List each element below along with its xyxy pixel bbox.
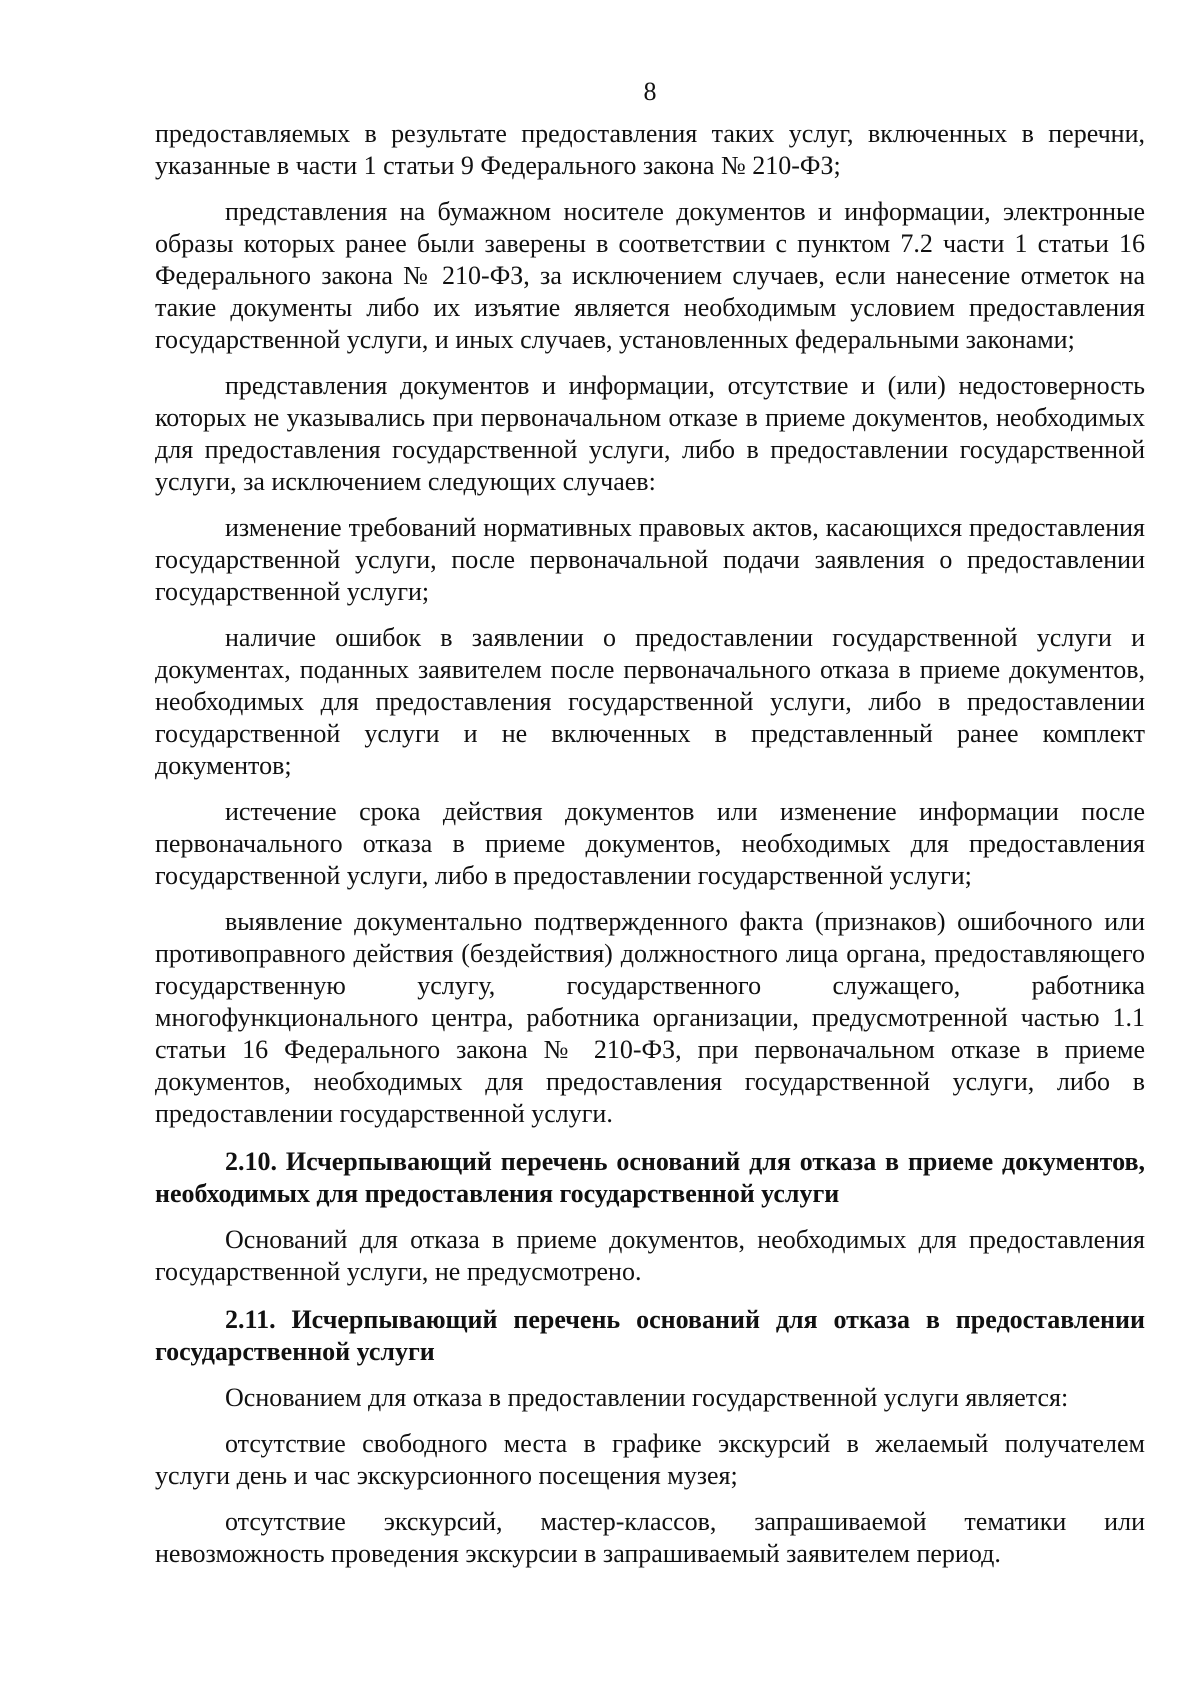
paragraph: истечение срока действия документов или изменение информации после первоначального отказа в приеме документов, необходимых для предоставления государственной услуги, либо в предоставлении государственной услуги; <box>155 797 1145 890</box>
paragraph: отсутствие свободного места в графике экскурсий в желаемый получателем услуги день и час экскурсионного посещения музея; <box>155 1429 1145 1490</box>
page-number: 8 <box>643 77 657 106</box>
paragraph: наличие ошибок в заявлении о предоставлении государственной услуги и документах, поданных заявителем после первоначального отказа в приеме документов, необходимых для предоставления государственной услуги, либо в предоставлении государственной услуги и не включенных в представленный ранее комплект документов; <box>155 623 1145 780</box>
document-page <box>155 76 1145 1584</box>
paragraph: выявление документально подтвержденного факта (признаков) ошибочного или противоправного действия (бездействия) должностного лица органа, предоставляющего государственную услугу, государственного служащего, работника многофункционального центра, работника организации, предусмотренной частью 1.1 статьи 16 Федерального закона № 210-ФЗ, при первоначальном отказе в приеме документов, необходимых для предоставления государственной услуги, либо в предоставлении государственной услуги. <box>155 907 1145 1128</box>
paragraph: Оснований для отказа в приеме документов, необходимых для предоставления государственной услуги, не предусмотрено. <box>155 1225 1145 1286</box>
section-heading-2-11: 2.11. Исчерпывающий перечень оснований для отказа в предоставлении государственной услуги <box>155 1305 1145 1366</box>
paragraph: предоставляемых в результате предоставления таких услуг, включенных в перечни, указанные в части 1 статьи 9 Федерального закона № 210-ФЗ; <box>155 119 1145 180</box>
paragraph: изменение требований нормативных правовых актов, касающихся предоставления государственной услуги, после первоначальной подачи заявления о предоставлении государственной услуги; <box>155 513 1145 606</box>
paragraph: Основанием для отказа в предоставлении государственной услуги является: <box>225 1383 1069 1412</box>
paragraph: отсутствие экскурсий, мастер-классов, запрашиваемой тематики или невозможность проведения экскурсии в запрашиваемый заявителем период. <box>155 1507 1145 1568</box>
paragraph: представления на бумажном носителе документов и информации, электронные образы которых ранее были заверены в соответствии с пунктом 7.2 части 1 статьи 16 Федерального закона № 210-ФЗ, за исключением случаев, если нанесение отметок на такие документы либо их изъятие является необходимым условием предоставления государственной услуги, и иных случаев, установленных федеральными законами; <box>155 197 1145 354</box>
paragraph: представления документов и информации, отсутствие и (или) недостоверность которых не указывались при первоначальном отказе в приеме документов, необходимых для предоставления государственной услуги, либо в предоставлении государственной услуги, за исключением следующих случаев: <box>155 371 1145 496</box>
section-heading-2-10: 2.10. Исчерпывающий перечень оснований для отказа в приеме документов, необходимых для предоставления государственной услуги <box>155 1147 1145 1208</box>
